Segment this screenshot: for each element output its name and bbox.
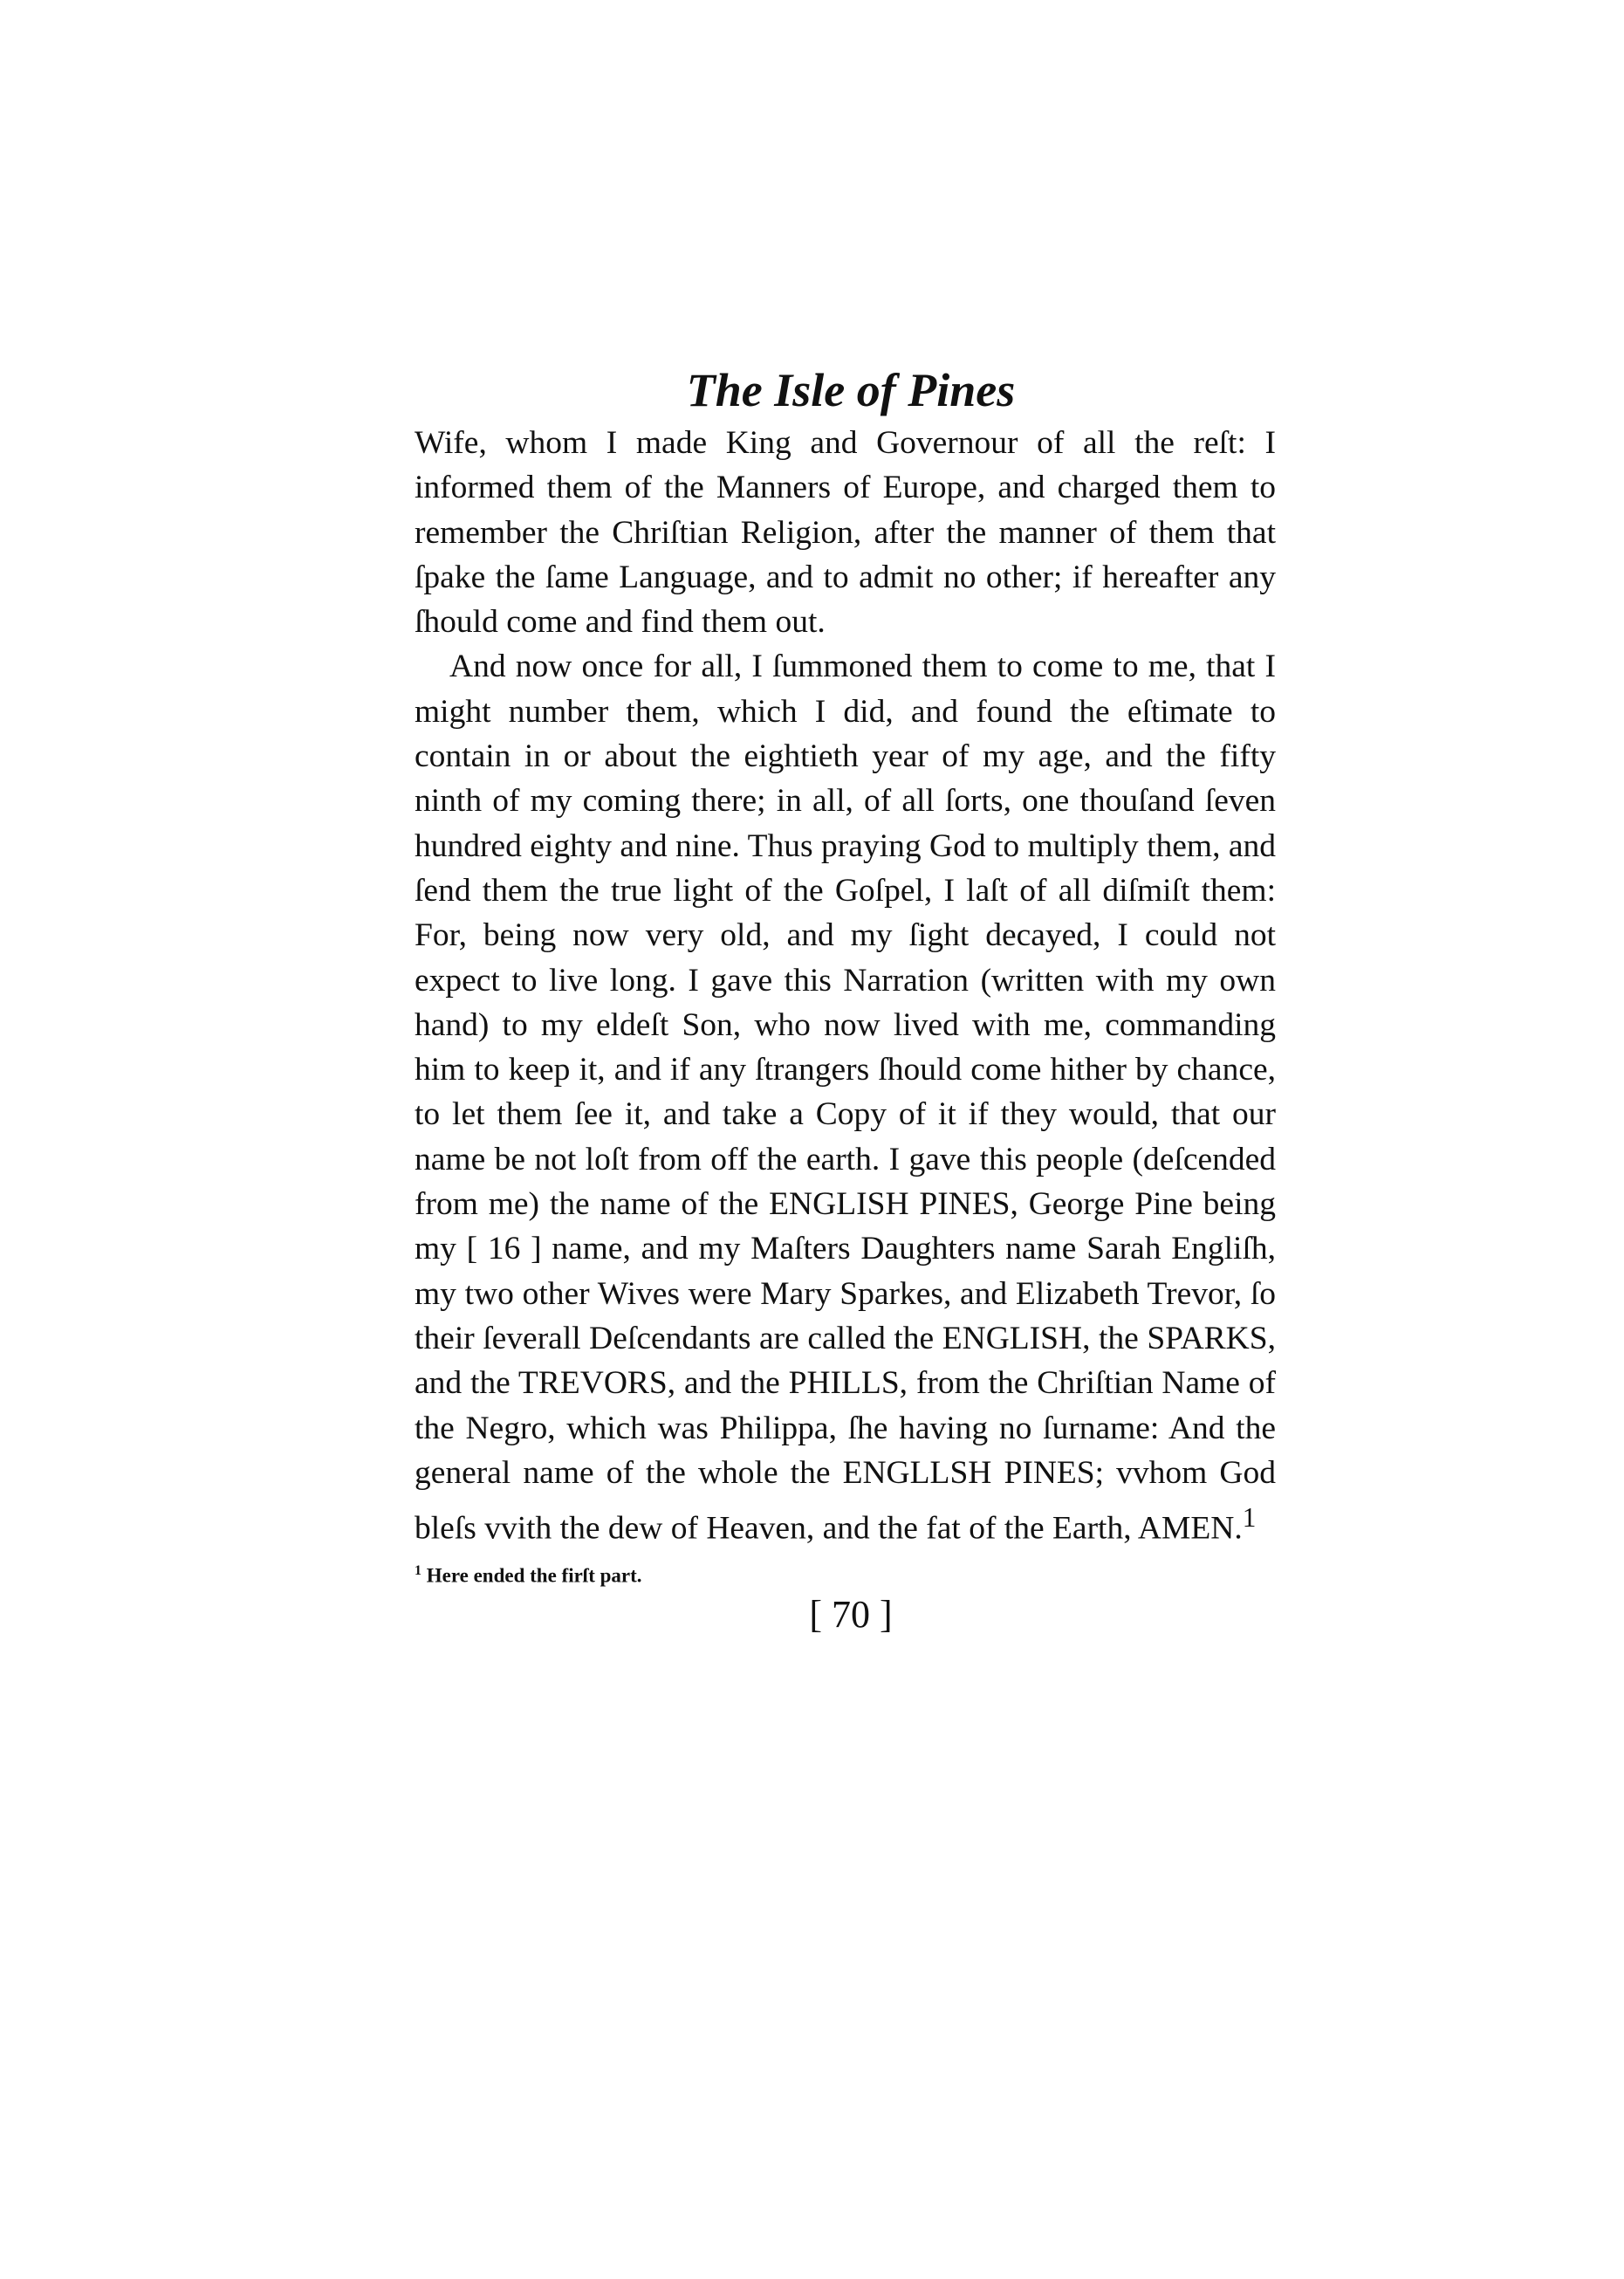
paragraph-text: And now once for all, I ſummoned them to come to me, that I might number them, which I did, and found the eſtimate to contain in or about the eightieth year of my age, and the fifty ninth of my coming there; in all, of all ſorts, one thouſand ſeven hundred eighty and nine. Thus praying God to multiply them, and ſend them the true light of the Goſpel, I laſt of all diſmiſt them: For, being now very old, and my ſight decayed, I could not expect to live long. I gave this Narration (written with my own hand) to my eldeſt Son, who now lived with me, commanding him to keep it, and if any ſtrangers ſhould come hither by chance, to let them ſee it, and take a Copy of it if they would, that our name be not loſt from off the earth. I gave this people (deſcended from me) the name of the ENGLISH PINES, George Pine being my [ 16 ] name, and my Maſters Daughters name Sarah Engliſh, my two other Wives were Mary Sparkes, and Elizabeth Trevor, ſo their ſeverall Deſcendants are called the ENGLISH, the SPARKS, and the TREVORS, and the PHILLS, from the Chriſtian Name of the Negro, which was Philippa, ſhe having no ſurname: And the general name of the whole the ENGLLSH PINES; vvhom God bleſs vvith the dew of Heaven, and the fat of the Earth, AMEN. <box>415 649 1276 1547</box>
footnote-reference: 1 <box>1242 1502 1257 1534</box>
running-title: The Isle of Pines <box>686 364 1016 416</box>
paragraph: Wife, whom I made King and Governour of all the reſt: I informed them of the Manners of Europe, and charged them to remember the Chriſtian Religion, after the manner of them that ſpake the ſame Language, and to admit no other; if hereafter any ſhould come and find them out. <box>415 425 1276 641</box>
footnote <box>415 1558 1287 1589</box>
footnote-text: Here ended the firſt part. <box>426 1564 642 1587</box>
page-number: [ 70 ] <box>809 1593 893 1636</box>
main-text <box>415 421 1276 1551</box>
paragraph <box>415 644 1276 1550</box>
footnote-marker: 1 <box>415 1563 421 1578</box>
